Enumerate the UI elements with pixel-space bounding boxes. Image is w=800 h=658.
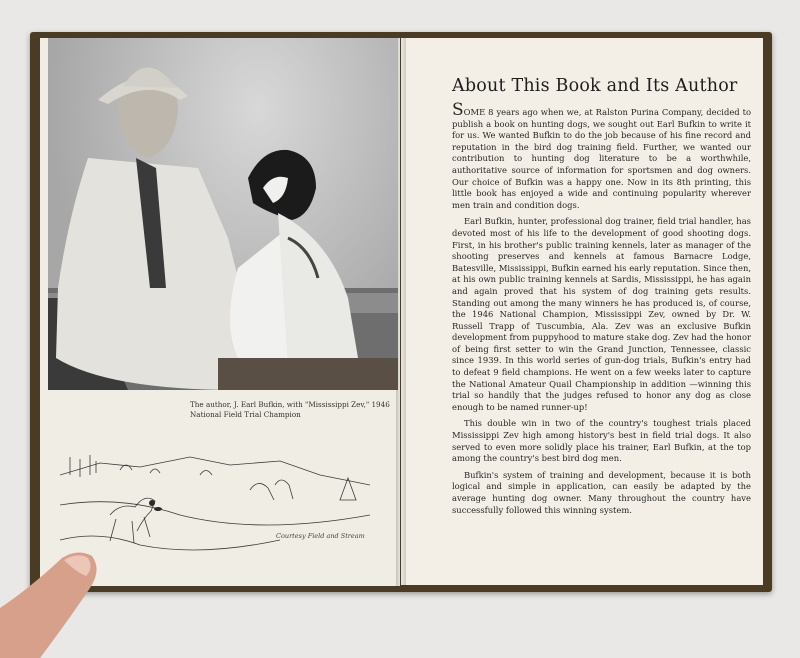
page-title: About This Book and Its Author	[452, 76, 738, 96]
paragraph-text: OME 8 years ago when we, at Ralston Purina Company, decided to publish a book on hunting dogs, we sought out Earl Bufkin to write it for us. We wanted Bufkin to do the job because of his fine record and reputation in the bird dog training field. Further, we wanted our contribution to hunting dog literature to be a worthwhile, authoritative source of information for sportsmen and dog owners. Our choice of Bufkin was a happy one. Now in its 8th printing, this little book has enjoyed a wide and continuing popularity wherever men train and condition dogs.	[452, 107, 751, 210]
photo-caption: The author, J. Earl Bufkin, with "Mississippi Zev," 1946 National Field Trial Champion	[190, 400, 390, 419]
paragraph: Bufkin's system of training and development, because it is both logical and simple in application, can easily be adapted by the average hunting dog owner. Many throughout the country have successfully followed this winning system.	[452, 469, 751, 515]
paragraph	[452, 100, 751, 211]
paragraph: This double win in two of the country's toughest trials placed Mississippi Zev high among history's best in field trial dogs. It also served to even more solidly place his trainer, Earl Bufkin, at the top among the country's best bird dog men.	[452, 418, 751, 464]
drop-cap: S	[452, 100, 464, 120]
holding-finger	[0, 548, 100, 658]
body-text	[452, 100, 751, 521]
illustration-credit: Courtesy Field and Stream	[276, 532, 365, 540]
paragraph: Earl Bufkin, hunter, professional dog trainer, field trial handler, has devoted most of his life to the development of good shooting dogs. First, in his brother's public training kennels, later as manager of the shooting preserves and kennels at famous Barnacre Lodge, Batesville, Mississippi, Bufkin earned his early reputation. Since then, at his own public training kennels at Sardis, Mississippi, he has again and again proved that his system of dog training gets results. Standing out among the many winners he has produced is, of course, the 1946 National Champion, Mississippi Zev, owned by Dr. W. Russell Trapp of Tuscumbia, Ala. Zev was an exclusive Bufkin development from puppyhood to mature stake dog. Zev had the honor of being first setter to win the Grand Junction, Tennessee, classic since 1939. In this world series of gun-dog trials, Bufkin's entry had to defeat 9 field champions. He went on a few weeks later to capture the National Amateur Quail Championship in addition —winning this trial so handily that the judges refused to honor any dog as close enough to be named runner-up!	[452, 216, 751, 412]
author-photo	[48, 38, 398, 390]
